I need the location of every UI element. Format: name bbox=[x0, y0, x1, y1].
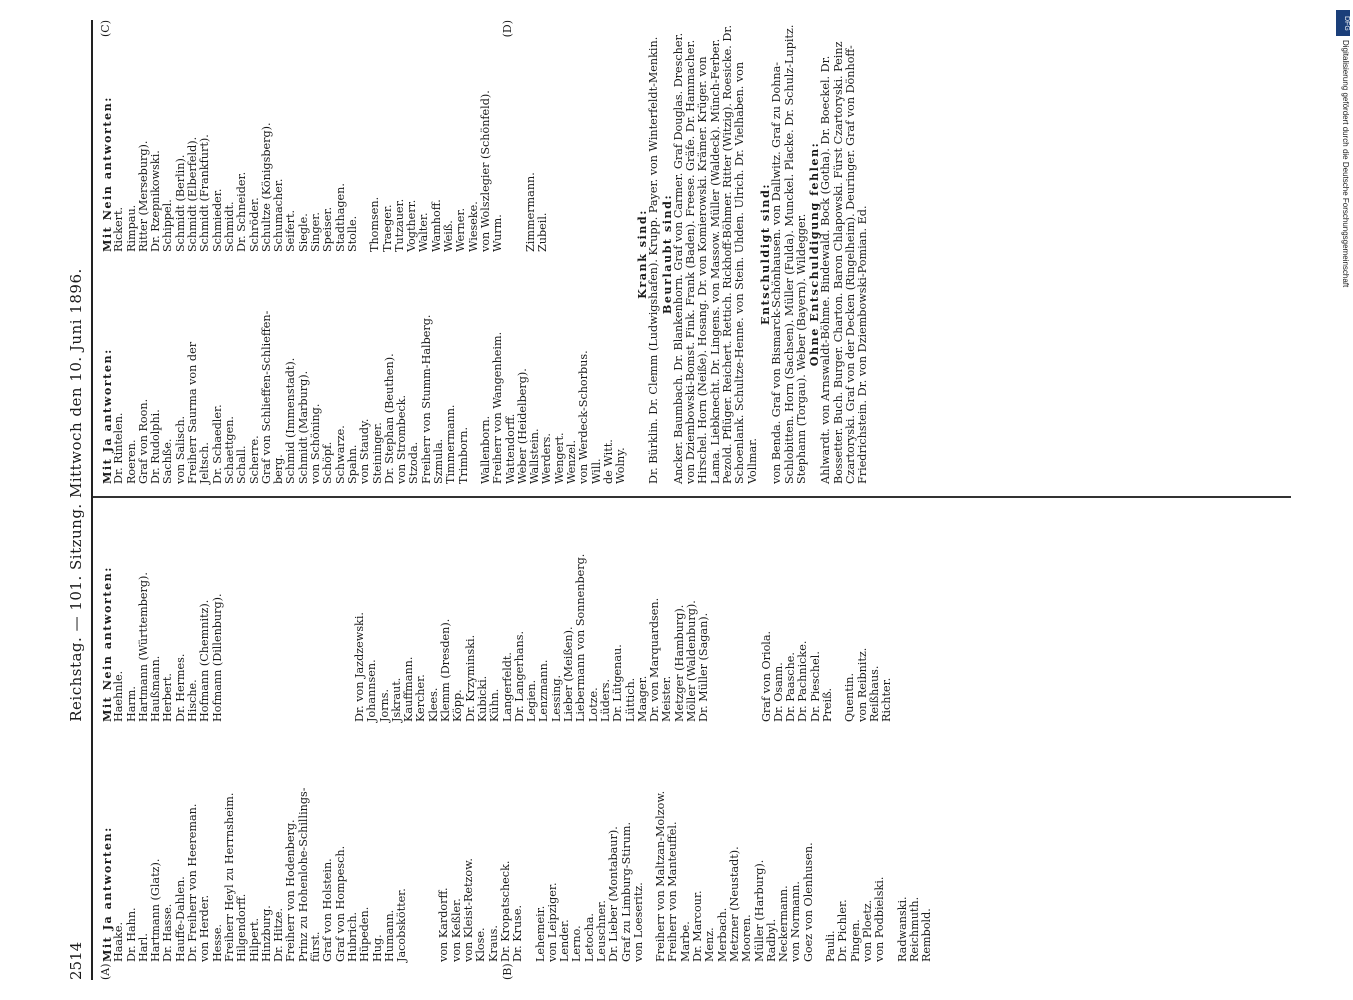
column-letter-c: (C) bbox=[99, 20, 112, 37]
member-name: Kühn. bbox=[488, 688, 502, 722]
spacer bbox=[294, 502, 304, 722]
member-name: Will. bbox=[589, 458, 603, 484]
member-name: Schröder. bbox=[247, 197, 261, 252]
member-name: Szmula. bbox=[432, 438, 446, 484]
member-name: von Staudy. bbox=[358, 418, 372, 484]
member-name: Letocha. bbox=[582, 913, 596, 962]
member-name: Graf von Roon. bbox=[136, 398, 150, 484]
member-name: von Kardorff. bbox=[437, 887, 451, 962]
member-name: Zimmermann. bbox=[523, 172, 537, 252]
member-name: Schumacher. bbox=[272, 178, 286, 252]
column-nein-left bbox=[101, 502, 894, 722]
member-name: Jskraut. bbox=[389, 677, 403, 722]
page-number: 2514 bbox=[67, 941, 85, 980]
spacer bbox=[815, 742, 825, 962]
member-name: Singer. bbox=[309, 212, 323, 252]
member-name: Dr. von Jazdzewski. bbox=[352, 612, 366, 722]
member-name: von Schöning. bbox=[309, 403, 323, 484]
member-name: Freiherr Heyl zu Herrnsheim. bbox=[222, 792, 236, 962]
member-name: Freiherr von Stumm-Halberg. bbox=[419, 314, 433, 484]
member-name: Humann. bbox=[382, 909, 396, 962]
vote-heading: Mit Nein antworten: bbox=[100, 566, 114, 722]
member-name: Zubeil. bbox=[535, 212, 549, 252]
member-name: Dr. Rudolphi. bbox=[149, 409, 163, 484]
member-name: Hubrich. bbox=[345, 911, 359, 962]
member-name: Rembold. bbox=[920, 908, 934, 962]
member-name: Ritter (Merseburg). bbox=[136, 140, 150, 252]
member-name: Dr. Pichler. bbox=[836, 899, 850, 962]
column-divider bbox=[93, 496, 1291, 498]
spacer bbox=[284, 502, 294, 722]
member-name: Freiherr von Manteuffel. bbox=[666, 821, 680, 962]
member-name: Freiherr von Hodenberg. bbox=[284, 819, 298, 962]
member-name: Wallstein. bbox=[528, 428, 542, 484]
member-name: Rimpau. bbox=[124, 204, 138, 252]
vote-heading: Mit Ja antworten: bbox=[100, 348, 114, 484]
member-name: Wamhoff. bbox=[429, 199, 443, 252]
vote-heading: Mit Nein antworten: bbox=[100, 96, 114, 252]
member-name: Mooren. bbox=[740, 914, 754, 962]
member-name: Schmidt (Berlin). bbox=[173, 154, 187, 252]
member-name: Tutzauer. bbox=[392, 198, 406, 252]
member-name: Weber (Heidelberg). bbox=[515, 368, 529, 484]
spacer bbox=[731, 502, 741, 722]
member-name: Kercher. bbox=[414, 674, 428, 722]
member-name: Haehnle. bbox=[112, 670, 126, 722]
header-rule bbox=[91, 20, 93, 980]
member-name: Walter. bbox=[417, 212, 431, 252]
member-name: von Reibnitz. bbox=[855, 647, 869, 722]
spacer bbox=[264, 502, 274, 722]
member-name: Dr. Hitze. bbox=[272, 907, 286, 962]
member-name: Schmieder. bbox=[210, 188, 224, 252]
member-name: Stzoda. bbox=[407, 441, 421, 484]
member-name: Scherre. bbox=[247, 435, 261, 484]
spacer bbox=[418, 742, 428, 962]
member-name: Reichmuth. bbox=[907, 896, 921, 962]
member-name: Freiherr von Maltzan-Molzow. bbox=[654, 790, 668, 962]
member-name: Werner. bbox=[454, 207, 468, 252]
member-name: Schöpf. bbox=[321, 441, 335, 484]
member-name: Pauli. bbox=[824, 930, 838, 962]
beurlaubt-title: Beurlaubt sind: bbox=[659, 193, 674, 315]
member-name: Dr. Lieber (Montabaur). bbox=[607, 826, 621, 962]
member-name: Klose. bbox=[474, 927, 488, 962]
member-name: Neckermann. bbox=[777, 885, 791, 962]
member-name: Klemm (Dresden). bbox=[439, 618, 453, 722]
entschuldigt-title: Entschuldigt sind: bbox=[757, 182, 772, 326]
member-name: Stolle. bbox=[345, 215, 359, 252]
member-name: Seifert. bbox=[284, 209, 298, 252]
spacer bbox=[721, 502, 731, 722]
member-name: Möller (Waldenburg). bbox=[684, 600, 698, 722]
member-name: Weiß. bbox=[442, 220, 456, 252]
ohne-entschuldigung-list: Ahlwardt. von Arnswaldt-Böhme. Bindewald. Bock (Gotha). Dr. Boeckel. Dr. Bossetter. Buch. Burger. Charton. Baron Chlapowski. Fürst Czartoryski. Peinz Czartoryski. Graf von der Decken (Ringelheim). Deuringer. Graf von Dönhoff-Friedrichstein. Dr. von Dziembowski-Pomian. Ed. bbox=[819, 41, 870, 484]
member-name: Haake. bbox=[112, 921, 126, 962]
member-name: von Herder. bbox=[198, 895, 212, 962]
member-name: Schmid (Immenstadt). bbox=[284, 357, 298, 484]
member-name: Harm. bbox=[124, 686, 138, 722]
entschuldigt-list: von Benda. Graf von Bismarck-Schönhausen. von Dallwitz. Graf zu Dohna-Schlobitten. Horn (Sachsen). Müller (Fulda). Munckel. Placke. Dr. Schulz-Lupitz. Stephann (Torgau). Weber (Bayern). Wildegger. bbox=[770, 24, 808, 484]
member-name: Hesse. bbox=[210, 923, 224, 962]
member-name: von Ploetz. bbox=[860, 899, 874, 962]
spacer bbox=[304, 502, 314, 722]
member-name: von Kleist-Retzow. bbox=[462, 858, 476, 962]
member-name: Legien. bbox=[525, 679, 539, 722]
member-name: von Keßler. bbox=[449, 898, 463, 962]
page-header-title: Reichstag. — 101. Sitzung. Mittwoch den 10. Juni 1896. bbox=[67, 268, 85, 722]
member-name: Stadthagen. bbox=[333, 183, 347, 252]
member-name: von Leipziger. bbox=[545, 882, 559, 962]
member-name: Graf von Oriola. bbox=[759, 630, 773, 722]
member-name: Johannsen. bbox=[365, 659, 379, 722]
member-name: Schmidt (Marburg). bbox=[296, 370, 310, 484]
member-name: Freiherr Saurma von der bbox=[186, 341, 200, 484]
member-name: Lender. bbox=[558, 919, 572, 962]
spacer bbox=[505, 22, 515, 252]
member-name: berg. bbox=[272, 454, 286, 484]
spacer bbox=[334, 502, 344, 722]
member-name: Köpp. bbox=[451, 689, 465, 722]
member-name: Steininger. bbox=[370, 422, 384, 484]
member-name: de Witt. bbox=[601, 439, 615, 484]
member-name: Lotze. bbox=[586, 687, 600, 722]
member-name: Dr. Kropatscheck. bbox=[498, 860, 512, 962]
member-name: Langerfeldt. bbox=[500, 652, 514, 722]
member-name: Klees. bbox=[426, 687, 440, 722]
spacer bbox=[234, 502, 244, 722]
spacer bbox=[408, 742, 418, 962]
member-name: Hüpeden. bbox=[358, 906, 372, 962]
member-name: Harl. bbox=[136, 933, 150, 962]
member-name: Lieber (Meißen). bbox=[562, 626, 576, 722]
krank-title: Krank sind: bbox=[635, 209, 649, 299]
member-name: Hofmann (Chemnitz). bbox=[198, 599, 212, 722]
member-name: Thomsen. bbox=[368, 196, 382, 252]
member-name: Schaettgen. bbox=[222, 416, 236, 484]
spacer bbox=[274, 502, 284, 722]
member-name: Dr. Marcour. bbox=[691, 890, 705, 962]
member-name: Hug. bbox=[370, 934, 384, 962]
member-name: Goez von Olenhusen. bbox=[801, 842, 815, 962]
member-name: von Strombeck. bbox=[395, 394, 409, 484]
member-name: Wengert. bbox=[552, 432, 566, 484]
dfg-notice: Digitalisierung gefördert durch die Deutsche Forschungsgemeinschaft bbox=[1341, 40, 1350, 288]
member-name: Dr. Müller (Sagan). bbox=[697, 612, 711, 722]
member-name: Roeren. bbox=[124, 439, 138, 484]
member-name: fürst. bbox=[309, 931, 323, 962]
column-nein-right bbox=[101, 22, 549, 252]
member-name: von Wolszlegier (Schönfeld). bbox=[478, 90, 492, 252]
member-name: Herbert. bbox=[161, 673, 175, 722]
member-name: Schippel. bbox=[161, 199, 175, 252]
member-name: Lenzmann. bbox=[537, 659, 551, 722]
member-name: Hauffe-Dahlen. bbox=[173, 876, 187, 962]
member-name: Schultze (Königsberg). bbox=[259, 122, 273, 252]
member-name: Haußmann. bbox=[149, 655, 163, 722]
column-ja-left bbox=[101, 742, 933, 962]
member-name: Speiser. bbox=[321, 206, 335, 252]
document-page bbox=[61, 20, 1291, 980]
member-name: Leuschner. bbox=[594, 900, 608, 962]
member-name: Wattendorff. bbox=[503, 413, 517, 484]
member-name: Schwarze. bbox=[333, 425, 347, 484]
member-name: Metzner (Neustadt). bbox=[727, 846, 741, 962]
member-name: Prinz zu Hohenlohe-Schillings- bbox=[296, 787, 310, 962]
member-name: Wieseke. bbox=[466, 201, 480, 252]
member-name: Traeger. bbox=[380, 204, 394, 252]
member-name: Jacobskötter. bbox=[395, 888, 409, 962]
member-name: Schmidt (Elberfeld). bbox=[186, 136, 200, 252]
member-name: Dr. Freiherr von Heereman. bbox=[186, 803, 200, 962]
member-name: Lerno. bbox=[570, 925, 584, 962]
member-name: Kubicki. bbox=[475, 675, 489, 722]
member-name: Siegle. bbox=[296, 213, 310, 252]
member-name: Reißhaus. bbox=[867, 665, 881, 722]
member-name: Sachße. bbox=[161, 438, 175, 484]
member-name: Merbach. bbox=[715, 907, 729, 962]
member-name: Dr. Schaedler. bbox=[210, 404, 224, 484]
column-letter-b: (B) bbox=[501, 963, 514, 980]
member-name: Maager. bbox=[635, 675, 649, 722]
member-name: von Normann. bbox=[789, 881, 803, 962]
spacer bbox=[254, 502, 264, 722]
member-name: Dr. Krzyminski. bbox=[463, 634, 477, 722]
page-header bbox=[67, 20, 91, 980]
member-name: Hilpert. bbox=[247, 917, 261, 962]
member-name: Dr. Hasse. bbox=[161, 903, 175, 962]
member-name: Graf zu Limburg-Stirum. bbox=[619, 821, 633, 962]
member-name: Rickert. bbox=[112, 206, 126, 252]
ohne-entschuldigung-title: Ohne Entschuldigung fehlen: bbox=[807, 141, 822, 367]
spacer bbox=[525, 742, 535, 962]
member-name: Marbe. bbox=[678, 921, 692, 962]
member-name: Quentin. bbox=[843, 672, 857, 722]
member-name: Schmidt (Frankfurt). bbox=[198, 134, 212, 252]
member-name: Dr. Hermes. bbox=[173, 653, 187, 722]
member-name: Jorns. bbox=[377, 688, 391, 722]
spacer bbox=[224, 502, 234, 722]
member-name: Dr. Pachnicke. bbox=[796, 640, 810, 722]
spacer bbox=[711, 502, 721, 722]
member-name: Kauffmann. bbox=[402, 656, 416, 722]
member-name: Schall. bbox=[235, 445, 249, 484]
member-name: Dr. Kruse. bbox=[511, 904, 525, 962]
member-name: Müller (Harburg). bbox=[752, 859, 766, 962]
member-name: Dr. Langerhans. bbox=[512, 630, 526, 722]
member-name: Meister. bbox=[660, 675, 674, 722]
member-name: Dr. von Marquardsen. bbox=[648, 597, 662, 722]
member-name: Trimborn. bbox=[456, 426, 470, 484]
member-name: Pingen. bbox=[848, 919, 862, 962]
member-name: Preiß. bbox=[821, 687, 835, 722]
member-name: Hofmann (Dillenburg). bbox=[210, 593, 224, 722]
member-name: Graf von Schlieffen-Schlieffen- bbox=[259, 310, 273, 484]
member-name: Spahn. bbox=[345, 444, 359, 484]
absent-sections bbox=[636, 24, 870, 484]
member-name: Lüttich. bbox=[623, 677, 637, 722]
member-name: Radwanski. bbox=[895, 896, 909, 962]
member-name: Timmermann. bbox=[444, 404, 458, 484]
member-name: Hinzburg. bbox=[259, 905, 273, 962]
spacer bbox=[741, 502, 751, 722]
beurlaubt-list: Ancker. Baumbach. Dr. Blankenhorn. Graf von Carmer. Graf Douglas. Drescher. von Dziembowski-Bomst. Fink. Frank (Baden). Freese. Gräfe. Dr. Hammacher. Hirschel. Horn (Neiße). Hosang. Dr. von Komierowski. Krämer. Krüger. von Lama. Liebknecht. Dr. Lingens. von Massow. Müller (Waldeck). Münch-Ferber. Pezold. Pflüger. Reichert. Rettich. Rickhoff-Böhmer. Ritter (Witzig). Roesicke. Dr. Schoenlank. Schultze-Henne. von Stein. Uhden. Ulrich. Dr. Vielhaben. von Vollmar. bbox=[671, 24, 759, 484]
member-name: Kraus. bbox=[486, 925, 500, 962]
member-name: Freiherr von Wangenheim. bbox=[491, 331, 505, 484]
member-name: Hilgendorff. bbox=[235, 893, 249, 962]
member-name: Lessing. bbox=[549, 674, 563, 722]
krank-list: Dr. Bürklin. Dr. Clemm (Ludwigshafen). Krupp. Payer. von Winterfeldt-Menkin. bbox=[647, 36, 661, 484]
member-name: Menz. bbox=[703, 927, 717, 962]
spacer bbox=[244, 502, 254, 722]
column-letter-a: (A) bbox=[99, 963, 112, 980]
column-letter-d: (D) bbox=[501, 20, 514, 38]
member-name: Vogtherr. bbox=[405, 199, 419, 252]
dfg-sidebar bbox=[1336, 10, 1350, 990]
member-name: Dr. Rintelen. bbox=[112, 412, 126, 484]
member-name: Dr. Hahn. bbox=[124, 907, 138, 962]
spacer bbox=[314, 502, 324, 722]
member-name: Graf von Holstein. bbox=[321, 858, 335, 962]
member-name: von Loeseritz. bbox=[631, 882, 645, 962]
member-name: Dr. Osann. bbox=[771, 662, 785, 722]
member-name: Lehemeir. bbox=[533, 905, 547, 962]
member-name: Wurm. bbox=[491, 214, 505, 252]
member-name: von Werdeck-Schorbus. bbox=[577, 350, 591, 484]
member-name: Metzger (Hamburg). bbox=[672, 604, 686, 722]
member-name: Liebermann von Sonnenberg. bbox=[574, 553, 588, 722]
member-name: Jeltsch. bbox=[198, 442, 212, 484]
member-name: Werders. bbox=[540, 433, 554, 484]
member-name: Hartmann (Glatz). bbox=[149, 858, 163, 962]
vote-heading: Mit Ja antworten: bbox=[100, 826, 114, 962]
member-name: Dr. Rzepnikowski. bbox=[149, 150, 163, 252]
member-name: Dr. Lütgenau. bbox=[611, 644, 625, 722]
column-ja-right bbox=[101, 264, 627, 484]
member-name: Lüders. bbox=[598, 678, 612, 722]
member-name: von Podbielski. bbox=[873, 876, 887, 962]
spacer bbox=[324, 502, 334, 722]
member-name: Hartmann (Württemberg). bbox=[136, 572, 150, 722]
member-name: Richter. bbox=[880, 677, 894, 722]
spacer bbox=[515, 22, 525, 252]
member-name: Dr. Stephan (Beuthen). bbox=[382, 353, 396, 484]
member-name: Radbyl. bbox=[764, 918, 778, 962]
member-name: Dr. Schneider. bbox=[235, 171, 249, 252]
member-name: Schmidt. bbox=[222, 201, 236, 252]
member-name: Wallenborn. bbox=[478, 415, 492, 484]
dfg-logo: DFG bbox=[1336, 10, 1350, 36]
member-name: Graf von Hompesch. bbox=[333, 845, 347, 962]
member-name: von Salisch. bbox=[173, 415, 187, 484]
member-name: Wolny. bbox=[614, 447, 628, 484]
member-name: Wenzel. bbox=[564, 439, 578, 484]
member-name: Hische. bbox=[186, 679, 200, 722]
member-name: Dr. Paasche. bbox=[784, 652, 798, 722]
member-name: Dr. Pieschel. bbox=[808, 651, 822, 722]
